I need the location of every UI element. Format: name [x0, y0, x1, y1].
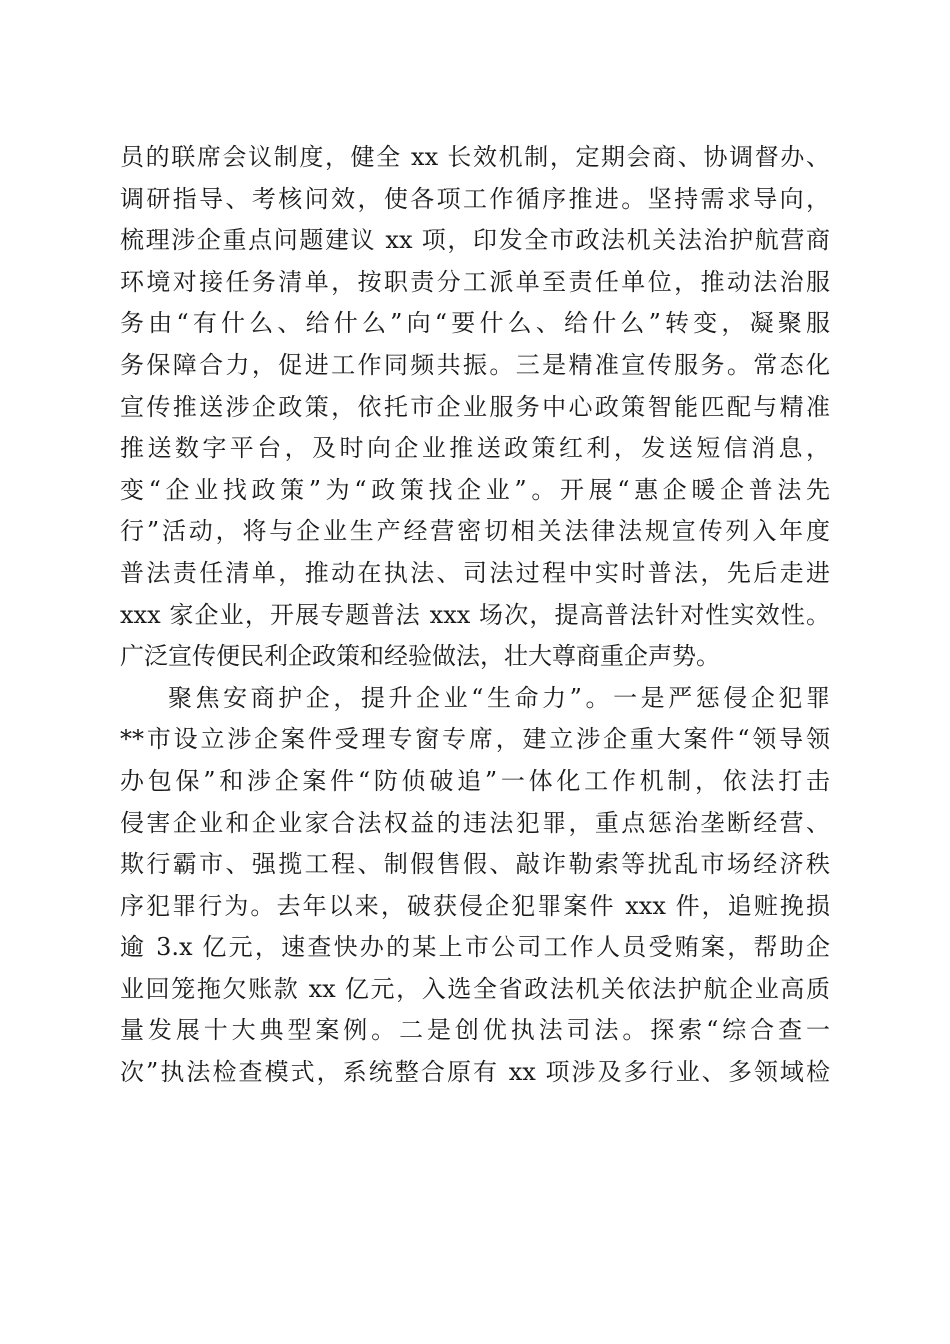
text-line: 务保障合力，促进工作同频共振。三是精准宣传服务。常态化	[120, 350, 830, 379]
text-line: 调研指导、考核问效，使各项工作循序推进。坚持需求导向，	[120, 184, 830, 213]
text-line: 普法责任清单，推动在执法、司法过程中实时普法，先后走进	[120, 558, 830, 587]
text-line: 侵害企业和企业家合法权益的违法犯罪，重点惩治垄断经营、	[120, 808, 830, 837]
text-line: 推送数字平台，及时向企业推送政策红利，发送短信消息，	[120, 434, 830, 463]
text-line: 员的联席会议制度，健全 xx 长效机制，定期会商、协调督办、	[120, 143, 830, 171]
text-line: 量发展十大典型案例。二是创优执法司法。探索“综合查一	[120, 1016, 830, 1045]
text-line: 欺行霸市、强揽工程、制假售假、敲诈勒索等扰乱市场经济秩	[120, 850, 830, 879]
text-line: 次”执法检查模式，系统整合原有 xx 项涉及多行业、多领域检	[120, 1058, 830, 1087]
text-line: 聚焦安商护企，提升企业“生命力”。一是严惩侵企犯罪	[168, 683, 830, 712]
text-line: 环境对接任务清单，按职责分工派单至责任单位，推动法治服	[120, 267, 830, 296]
text-line: 务由“有什么、给什么”向“要什么、给什么”转变，凝聚服	[120, 309, 830, 338]
text-line: 变“企业找政策”为“政策找企业”。开展“惠企暖企普法先	[120, 475, 830, 504]
text-line: 序犯罪行为。去年以来，破获侵企犯罪案件 xxx 件，追赃挽损	[120, 891, 830, 920]
paragraph-1	[120, 137, 830, 678]
document-body	[120, 137, 830, 1094]
text-line: 宣传推送涉企政策，依托市企业服务中心政策智能匹配与精准	[120, 392, 830, 421]
text-line: 逾 3.x 亿元，速查快办的某上市公司工作人员受贿案，帮助企	[120, 933, 830, 962]
text-line: 行”活动，将与企业生产经营密切相关法律法规宣传列入年度	[120, 517, 830, 546]
text-line: 广泛宣传便民利企政策和经验做法，壮大尊商重企声势。	[120, 642, 720, 671]
text-line: xxx 家企业，开展专题普法 xxx 场次，提高普法针对性实效性。	[120, 600, 830, 629]
text-line: **市设立涉企案件受理专窗专席，建立涉企重大案件“领导领	[120, 725, 830, 754]
paragraph-2	[120, 678, 830, 1094]
text-line: 梳理涉企重点问题建议 xx 项，印发全市政法机关法治护航营商	[120, 226, 830, 255]
text-line: 业回笼拖欠账款 xx 亿元，入选全省政法机关依法护航企业高质	[120, 974, 830, 1003]
text-line: 办包保”和涉企案件“防侦破追”一体化工作机制，依法打击	[120, 766, 830, 795]
